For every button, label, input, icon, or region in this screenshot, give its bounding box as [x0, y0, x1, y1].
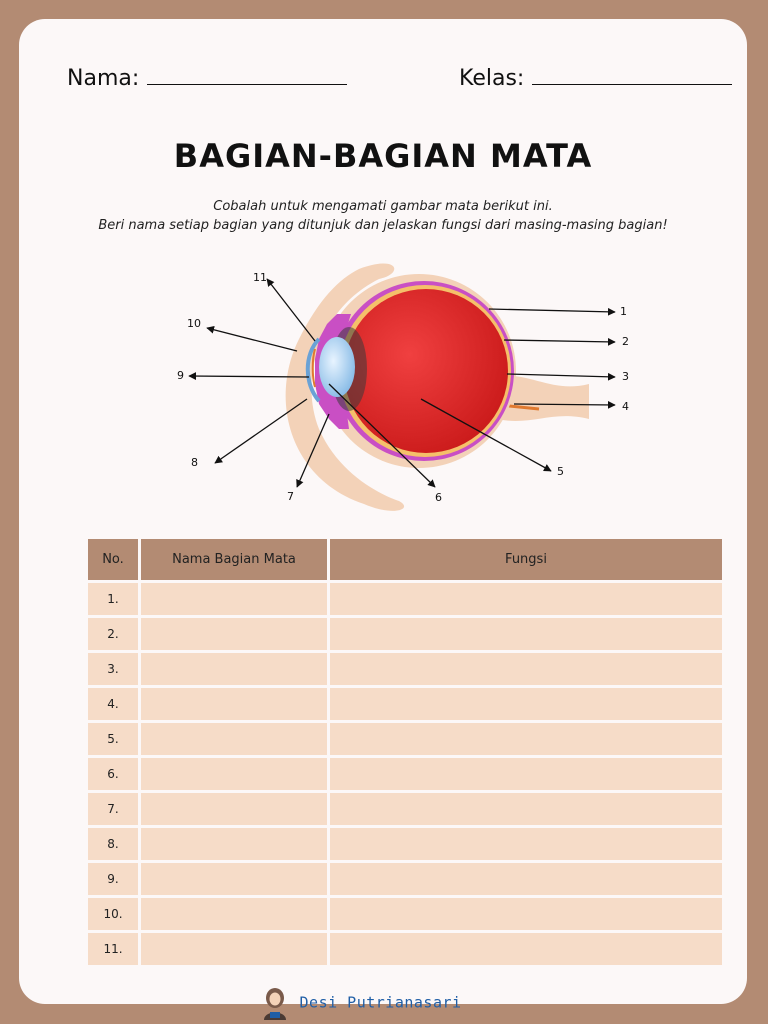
- diagram-label-5: 5: [557, 465, 564, 478]
- part-name-cell[interactable]: [141, 688, 327, 720]
- part-name-cell[interactable]: [141, 933, 327, 965]
- row-number: 4.: [88, 688, 138, 720]
- table-row: [88, 688, 722, 720]
- part-name-cell[interactable]: [141, 863, 327, 895]
- function-cell[interactable]: [330, 688, 722, 720]
- row-number: 1.: [88, 583, 138, 615]
- table-header-row: [88, 539, 722, 580]
- class-label: Kelas:: [459, 66, 525, 91]
- row-number: 11.: [88, 933, 138, 965]
- author-name: Desi Putrianasari: [299, 993, 462, 1012]
- function-cell[interactable]: [330, 583, 722, 615]
- worksheet: [19, 19, 747, 1004]
- author-avatar-icon: [260, 986, 290, 1020]
- row-number: 2.: [88, 618, 138, 650]
- class-field[interactable]: [459, 64, 732, 91]
- instruction-line-2: Beri nama setiap bagian yang ditunjuk dan jelaskan fungsi dari masing-masing bagian!: [98, 218, 668, 233]
- author-credit: [260, 986, 462, 1020]
- eye-diagram: [169, 259, 629, 519]
- function-cell[interactable]: [330, 653, 722, 685]
- diagram-label-6: 6: [435, 491, 442, 504]
- diagram-label-9: 9: [177, 369, 184, 382]
- header-function: Fungsi: [330, 539, 722, 580]
- lens: [319, 337, 355, 397]
- diagram-label-8: 8: [191, 456, 198, 469]
- function-cell[interactable]: [330, 618, 722, 650]
- row-number: 8.: [88, 828, 138, 860]
- diagram-label-1: 1: [620, 305, 627, 318]
- name-line[interactable]: [147, 64, 347, 85]
- header-part-name: Nama Bagian Mata: [141, 539, 327, 580]
- table-row: [88, 933, 722, 965]
- row-number: 9.: [88, 863, 138, 895]
- answer-table: [85, 536, 725, 968]
- name-label: Nama:: [67, 66, 140, 91]
- diagram-label-7: 7: [287, 490, 294, 503]
- row-number: 5.: [88, 723, 138, 755]
- function-cell[interactable]: [330, 898, 722, 930]
- diagram-label-2: 2: [622, 335, 629, 348]
- part-name-cell[interactable]: [141, 653, 327, 685]
- pupil-line: [313, 349, 315, 387]
- row-number: 7.: [88, 793, 138, 825]
- function-cell[interactable]: [330, 863, 722, 895]
- page-title: BAGIAN-BAGIAN MATA: [173, 137, 593, 175]
- part-name-cell[interactable]: [141, 618, 327, 650]
- row-number: 6.: [88, 758, 138, 790]
- row-number: 10.: [88, 898, 138, 930]
- table-row: [88, 583, 722, 615]
- part-name-cell[interactable]: [141, 723, 327, 755]
- table-row: [88, 653, 722, 685]
- table-row: [88, 723, 722, 755]
- part-name-cell[interactable]: [141, 828, 327, 860]
- diagram-label-3: 3: [622, 370, 629, 383]
- diagram-label-4: 4: [622, 400, 629, 413]
- table-row: [88, 758, 722, 790]
- function-cell[interactable]: [330, 933, 722, 965]
- class-line[interactable]: [532, 64, 732, 85]
- function-cell[interactable]: [330, 828, 722, 860]
- function-cell[interactable]: [330, 793, 722, 825]
- instruction-line-1: Cobalah untuk mengamati gambar mata berikut ini.: [213, 199, 553, 214]
- function-cell[interactable]: [330, 758, 722, 790]
- part-name-cell[interactable]: [141, 793, 327, 825]
- name-field[interactable]: [67, 64, 347, 91]
- row-number: 3.: [88, 653, 138, 685]
- table-row: [88, 618, 722, 650]
- diagram-label-10: 10: [187, 317, 201, 330]
- table-row: [88, 793, 722, 825]
- header-no: No.: [88, 539, 138, 580]
- function-cell[interactable]: [330, 723, 722, 755]
- eyeball: [344, 289, 508, 453]
- table-row: [88, 828, 722, 860]
- part-name-cell[interactable]: [141, 758, 327, 790]
- instructions: [19, 197, 747, 235]
- table-row: [88, 863, 722, 895]
- table-row: [88, 898, 722, 930]
- part-name-cell[interactable]: [141, 898, 327, 930]
- diagram-label-11: 11: [253, 271, 267, 284]
- part-name-cell[interactable]: [141, 583, 327, 615]
